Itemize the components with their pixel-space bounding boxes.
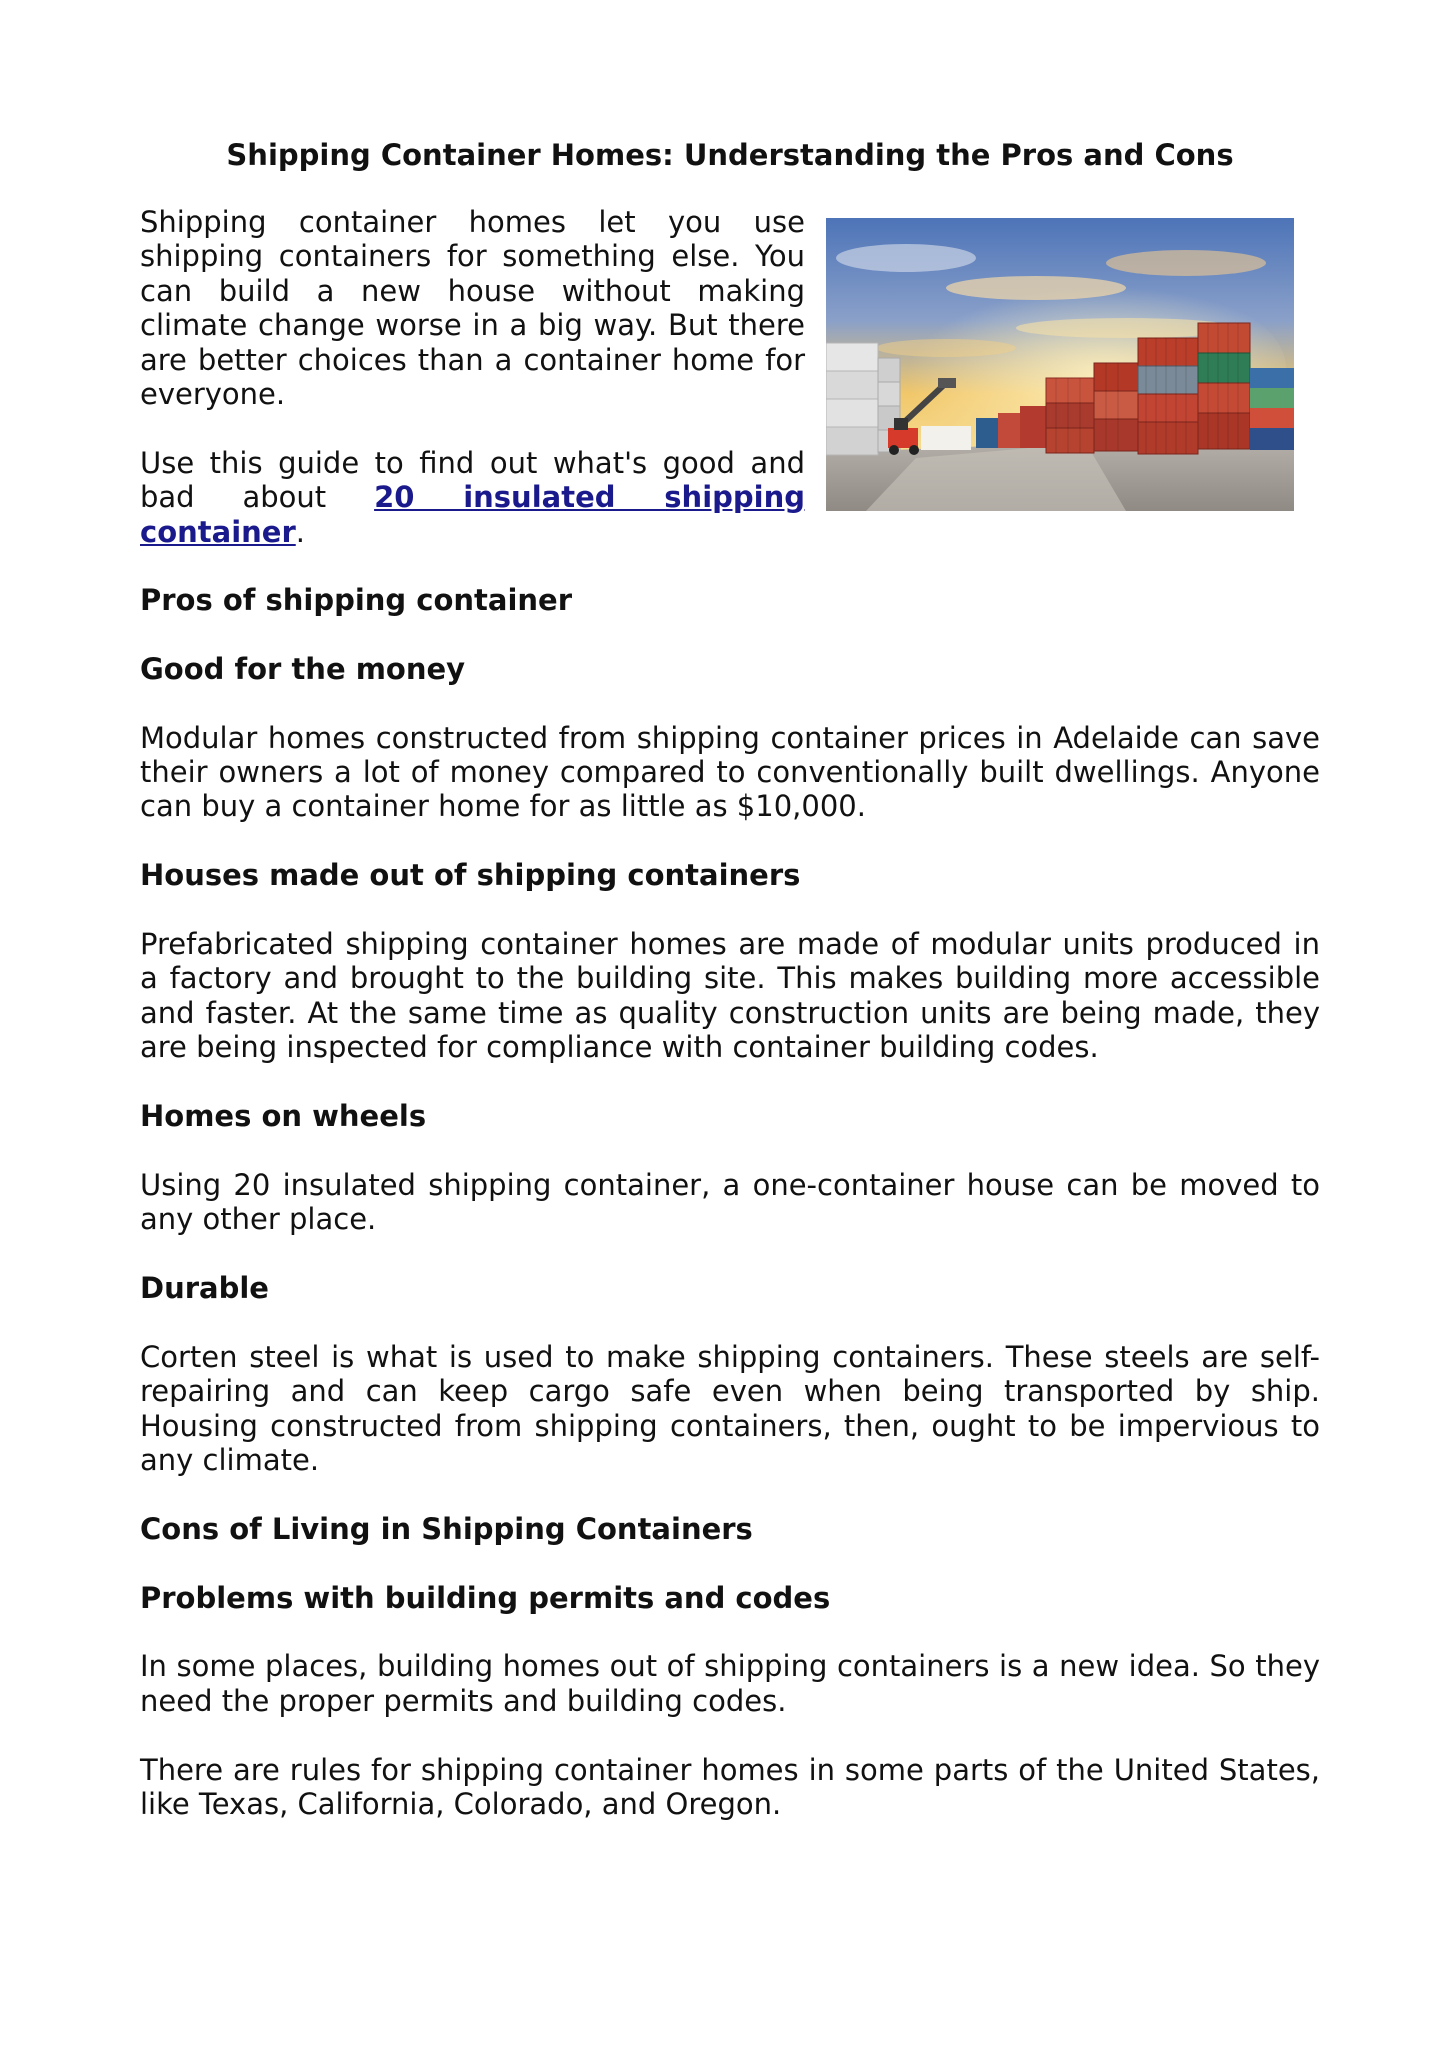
cons-heading: Cons of Living in Shipping Containers [140, 1511, 753, 1546]
money-heading: Good for the money [140, 651, 466, 686]
article-body [140, 583, 1320, 1821]
insulated-container-link[interactable]: 20 insulated shipping container [140, 480, 805, 549]
container-yard-photo [826, 218, 1294, 511]
durable-paragraph: Corten steel is what is used to make shipping containers. These steels are self-repairing and can keep cargo safe even when being transported by ship. Housing constructed from shipping containers, then, ought to be impervious to any climate. [140, 1339, 1320, 1478]
houses-heading: Houses made out of shipping containers [140, 858, 801, 893]
intro-paragraph-2-prefix: Use this guide to find out what's good and bad about [140, 445, 805, 515]
permits-paragraph-1: In some places, building homes out of shipping containers is a new idea. So they need the proper permits and building codes. [140, 1649, 1320, 1718]
intro-paragraph-1: Shipping container homes let you use shipping containers for something else. You can build a new house without making climate change worse in a big way. But there are better choices than a container home for everyone. [140, 205, 805, 412]
intro-section [140, 205, 805, 549]
wheels-heading: Homes on wheels [140, 1099, 427, 1134]
intro-paragraph-2-suffix: . [295, 514, 305, 549]
money-paragraph: Modular homes constructed from shipping container prices in Adelaide can save their owners a lot of money compared to conventionally built dwellings. Anyone can buy a container home for as little as $10,000. [140, 720, 1320, 824]
houses-paragraph: Prefabricated shipping container homes are made of modular units produced in a factory and brought to the building site. This makes building more accessible and faster. At the same time as quality construction units are being made, they are being inspected for compliance with container building codes. [140, 927, 1320, 1065]
pros-heading: Pros of shipping container [140, 583, 573, 617]
intro-paragraph-2 [140, 446, 805, 549]
permits-paragraph-2: There are rules for shipping container homes in some parts of the United States, like Texas, California, Colorado, and Oregon. [140, 1752, 1320, 1822]
wheels-paragraph: Using 20 insulated shipping container, a one-container house can be moved to any other place. [140, 1167, 1320, 1237]
permits-heading: Problems with building permits and codes [140, 1580, 831, 1615]
page-title: Shipping Container Homes: Understanding the Pros and Cons [226, 138, 1234, 172]
durable-heading: Durable [140, 1271, 269, 1306]
